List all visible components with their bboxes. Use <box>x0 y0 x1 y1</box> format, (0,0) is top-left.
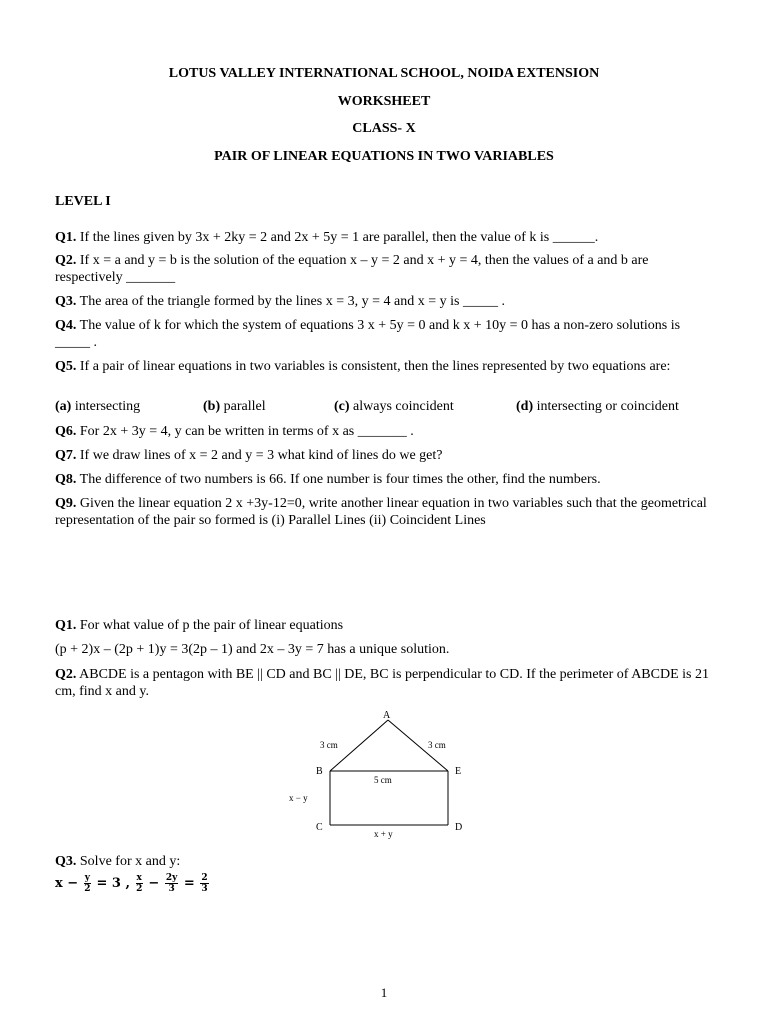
vertex-e: E <box>455 766 462 777</box>
option-b: (b) parallel <box>203 399 266 414</box>
class-label: CLASS- X <box>352 121 416 136</box>
option-d: (d) intersecting or coincident <box>516 399 679 414</box>
question-6: Q6. For 2x + 3y = 4, y can be written in terms of x as _______ . <box>55 424 414 439</box>
label-be: 5 cm <box>374 775 392 785</box>
question-4: Q4. The value of k for which the system of equations 3 x + 5y = 0 and k x + 10y = 0 has a non-zero solutions is _____ . <box>55 318 681 350</box>
question-2-1: Q1. For what value of p the pair of linear equations <box>55 618 344 633</box>
vertex-d: D <box>455 822 463 833</box>
pentagon-figure <box>280 705 480 845</box>
document-type: WORKSHEET <box>337 94 431 109</box>
q3-equation: x − $\frac{y}{2}$ = 3 , $\frac{x}{2}$ − $\frac{2y}{3}$ = $\frac{2}{3}$ <box>55 873 208 894</box>
level-1-heading: LEVEL I <box>55 194 111 209</box>
vertex-c: C <box>316 822 323 833</box>
school-name: LOTUS VALLEY INTERNATIONAL SCHOOL, NOIDA EXTENSION <box>168 66 600 81</box>
question-3: Q3. The area of the triangle formed by the lines x = 3, y = 4 and x = y is _____ . <box>55 294 505 309</box>
page-number: 1 <box>380 985 388 1000</box>
question-8: Q8. The difference of two numbers is 66. If one number is four times the other, find the numbers. <box>55 472 601 487</box>
label-bc: x − y <box>289 793 308 803</box>
side-ab <box>330 720 388 771</box>
question-2-1-equation: (p + 2)x – (2p + 1)y = 3(2p – 1) and 2x – 3y = 7 has a unique solution. <box>55 642 450 657</box>
question-2-3: Q3. Solve for x and y: <box>55 854 181 869</box>
vertex-b: B <box>316 766 323 777</box>
label-ab: 3 cm <box>320 740 338 750</box>
label-cd: x + y <box>374 829 393 839</box>
topic-title: PAIR OF LINEAR EQUATIONS IN TWO VARIABLES <box>214 149 554 164</box>
option-a: (a) intersecting <box>55 399 141 414</box>
question-2-2: Q2. ABCDE is a pentagon with BE || CD and BC || DE, BC is perpendicular to CD. If the perimeter of ABCDE is 21 cm, find x and y. <box>55 667 709 699</box>
question-7: Q7. If we draw lines of x = 2 and y = 3 what kind of lines do we get? <box>55 448 443 463</box>
vertex-a: A <box>383 710 391 721</box>
question-5: Q5. If a pair of linear equations in two variables is consistent, then the lines represented by two equations are: <box>55 359 671 374</box>
option-c: (c) always coincident <box>334 399 454 414</box>
question-9: Q9. Given the linear equation 2 x +3y-12=0, write another linear equation in two variables such that the geometrical representation of the pair so formed is (i) Parallel Lines (ii) Coincident Lines <box>55 496 707 528</box>
label-ae: 3 cm <box>428 740 446 750</box>
question-1: Q1. If the lines given by 3x + 2ky = 2 and 2x + 5y = 1 are parallel, then the value of k is ______. <box>55 230 599 245</box>
question-2: Q2. If x = a and y = b is the solution of the equation x – y = 2 and x + y = 4, then the values of a and b are respectively _______ <box>55 253 649 285</box>
